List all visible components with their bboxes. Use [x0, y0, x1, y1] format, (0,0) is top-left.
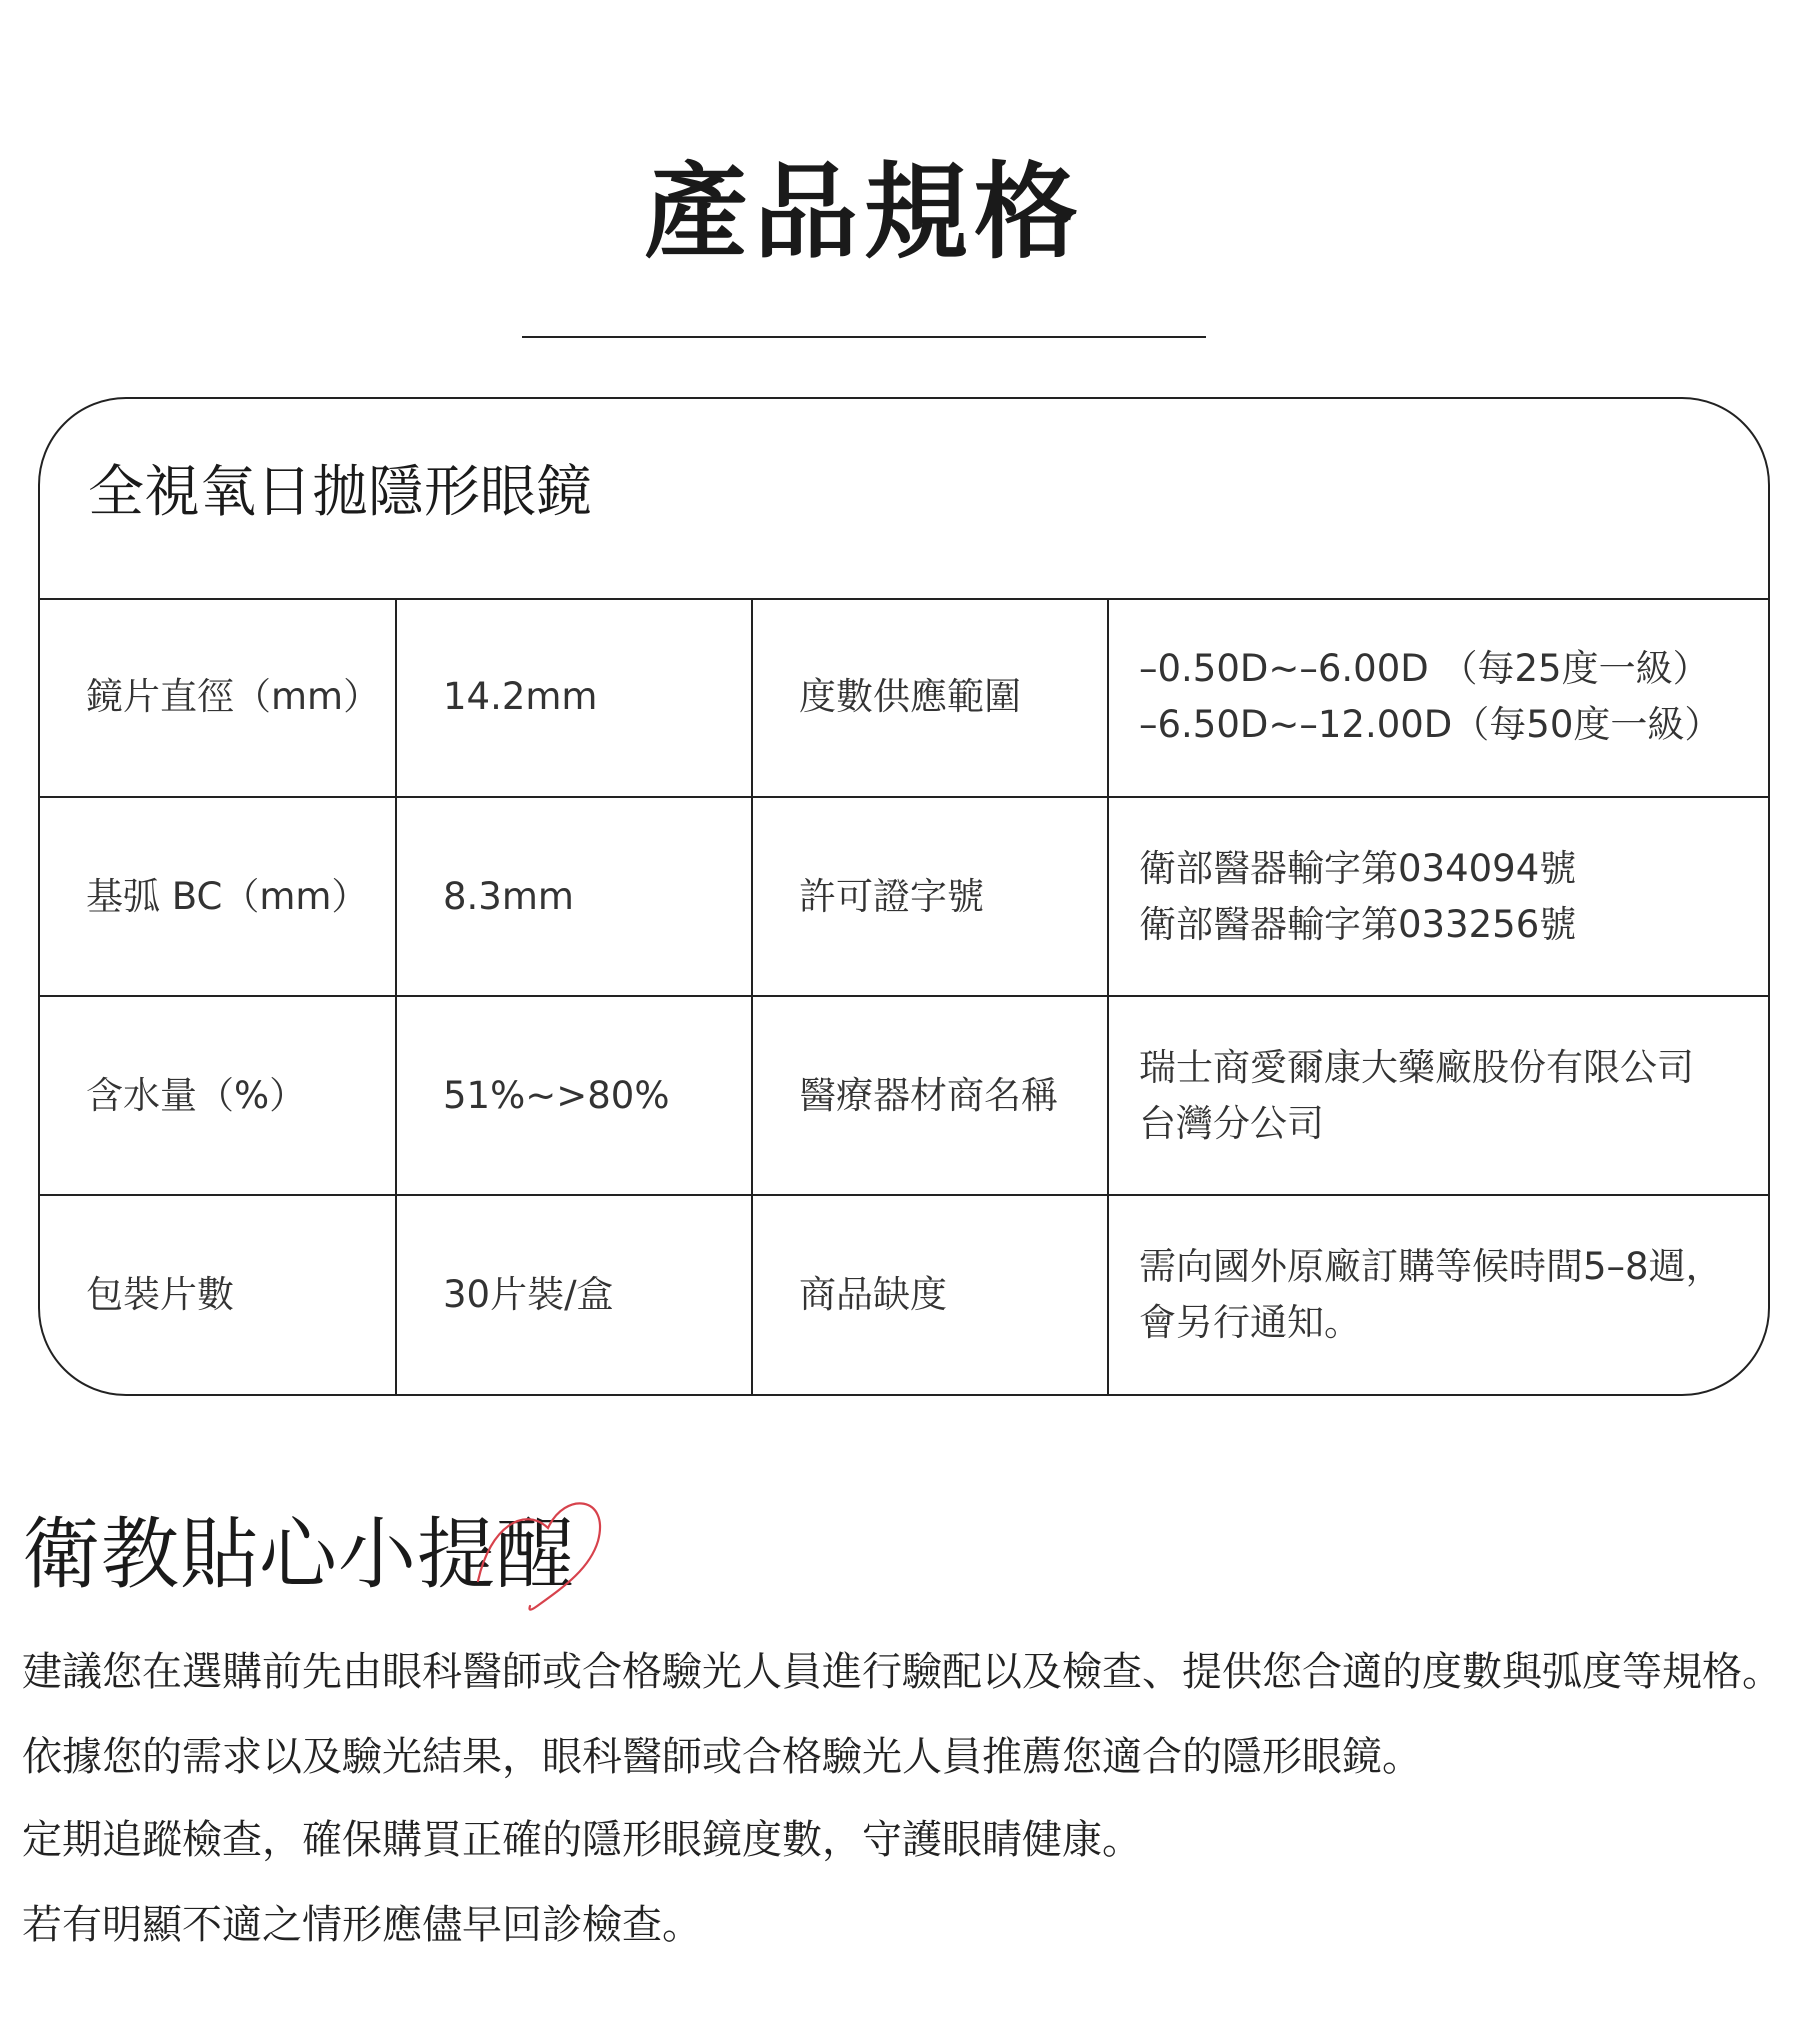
spec-row-package: [40, 1195, 1770, 1394]
spec-detail: [1108, 996, 1770, 1195]
spec-row-diameter: [40, 598, 1770, 797]
spec-label: 基弧 BC（mm）: [40, 797, 396, 996]
tip-item: 若有明顯不適之情形應儘早回診檢查。: [22, 1902, 702, 1948]
spec-label: 鏡片直徑（mm）: [40, 598, 396, 797]
spec-label: 度數供應範圍: [752, 598, 1108, 797]
stock-status-label: 商品缺度: [752, 1195, 1108, 1394]
spec-value: 14.2mm: [396, 598, 752, 797]
spec-label: 許可證字號: [752, 797, 1108, 996]
heart-outline-icon: [470, 1486, 610, 1616]
spec-row-base-curve: [40, 797, 1770, 996]
spec-detail-line: 衛部醫器輸字第033256號: [1139, 902, 1577, 946]
spec-row-water-content: [40, 996, 1770, 1195]
spec-detail: [1108, 598, 1770, 797]
product-name: 全視氧日拋隱形眼鏡: [88, 460, 592, 525]
tip-item: 建議您在選購前先由眼科醫師或合格驗光人員進行驗配以及檢查、提供您合適的度數與弧度等規格。: [22, 1649, 1782, 1695]
spec-card: [38, 397, 1770, 1396]
spec-detail-line: 台灣分公司: [1139, 1101, 1324, 1145]
spec-detail-line: 需向國外原廠訂購等候時間5–8週，: [1139, 1245, 1723, 1288]
tip-item: 定期追蹤檢查，確保購買正確的隱形眼鏡度數，守護眼睛健康。: [22, 1817, 1142, 1863]
spec-label: 包裝片數: [40, 1195, 396, 1394]
spec-value: 30片裝/盒: [396, 1195, 752, 1394]
spec-detail-line: –6.50D~–12.00D（每50度一級）: [1139, 703, 1722, 746]
spec-value: 51%~>80%: [396, 996, 752, 1195]
tips-heading: 衛教貼心小提醒: [22, 1510, 576, 1600]
spec-value: 8.3mm: [396, 797, 752, 996]
spec-detail-line: –0.50D~–6.00D （每25度一級）: [1139, 647, 1710, 690]
spec-detail: [1108, 797, 1770, 996]
title-divider: [522, 336, 1206, 338]
page-title: 產品規格: [643, 151, 1084, 273]
spec-label: 醫療器材商名稱: [752, 996, 1108, 1195]
spec-detail-line: 會另行通知。: [1139, 1301, 1361, 1344]
spec-detail-line: 瑞士商愛爾康大藥廠股份有限公司: [1139, 1045, 1694, 1089]
card-header: [40, 399, 1768, 600]
stock-status-detail: [1108, 1195, 1770, 1394]
spec-detail-line: 衛部醫器輸字第034094號: [1139, 846, 1577, 890]
tip-item: 依據您的需求以及驗光結果，眼科醫師或合格驗光人員推薦您適合的隱形眼鏡。: [22, 1734, 1422, 1780]
spec-label: 含水量（%）: [40, 996, 396, 1195]
spec-table: [40, 598, 1770, 1394]
